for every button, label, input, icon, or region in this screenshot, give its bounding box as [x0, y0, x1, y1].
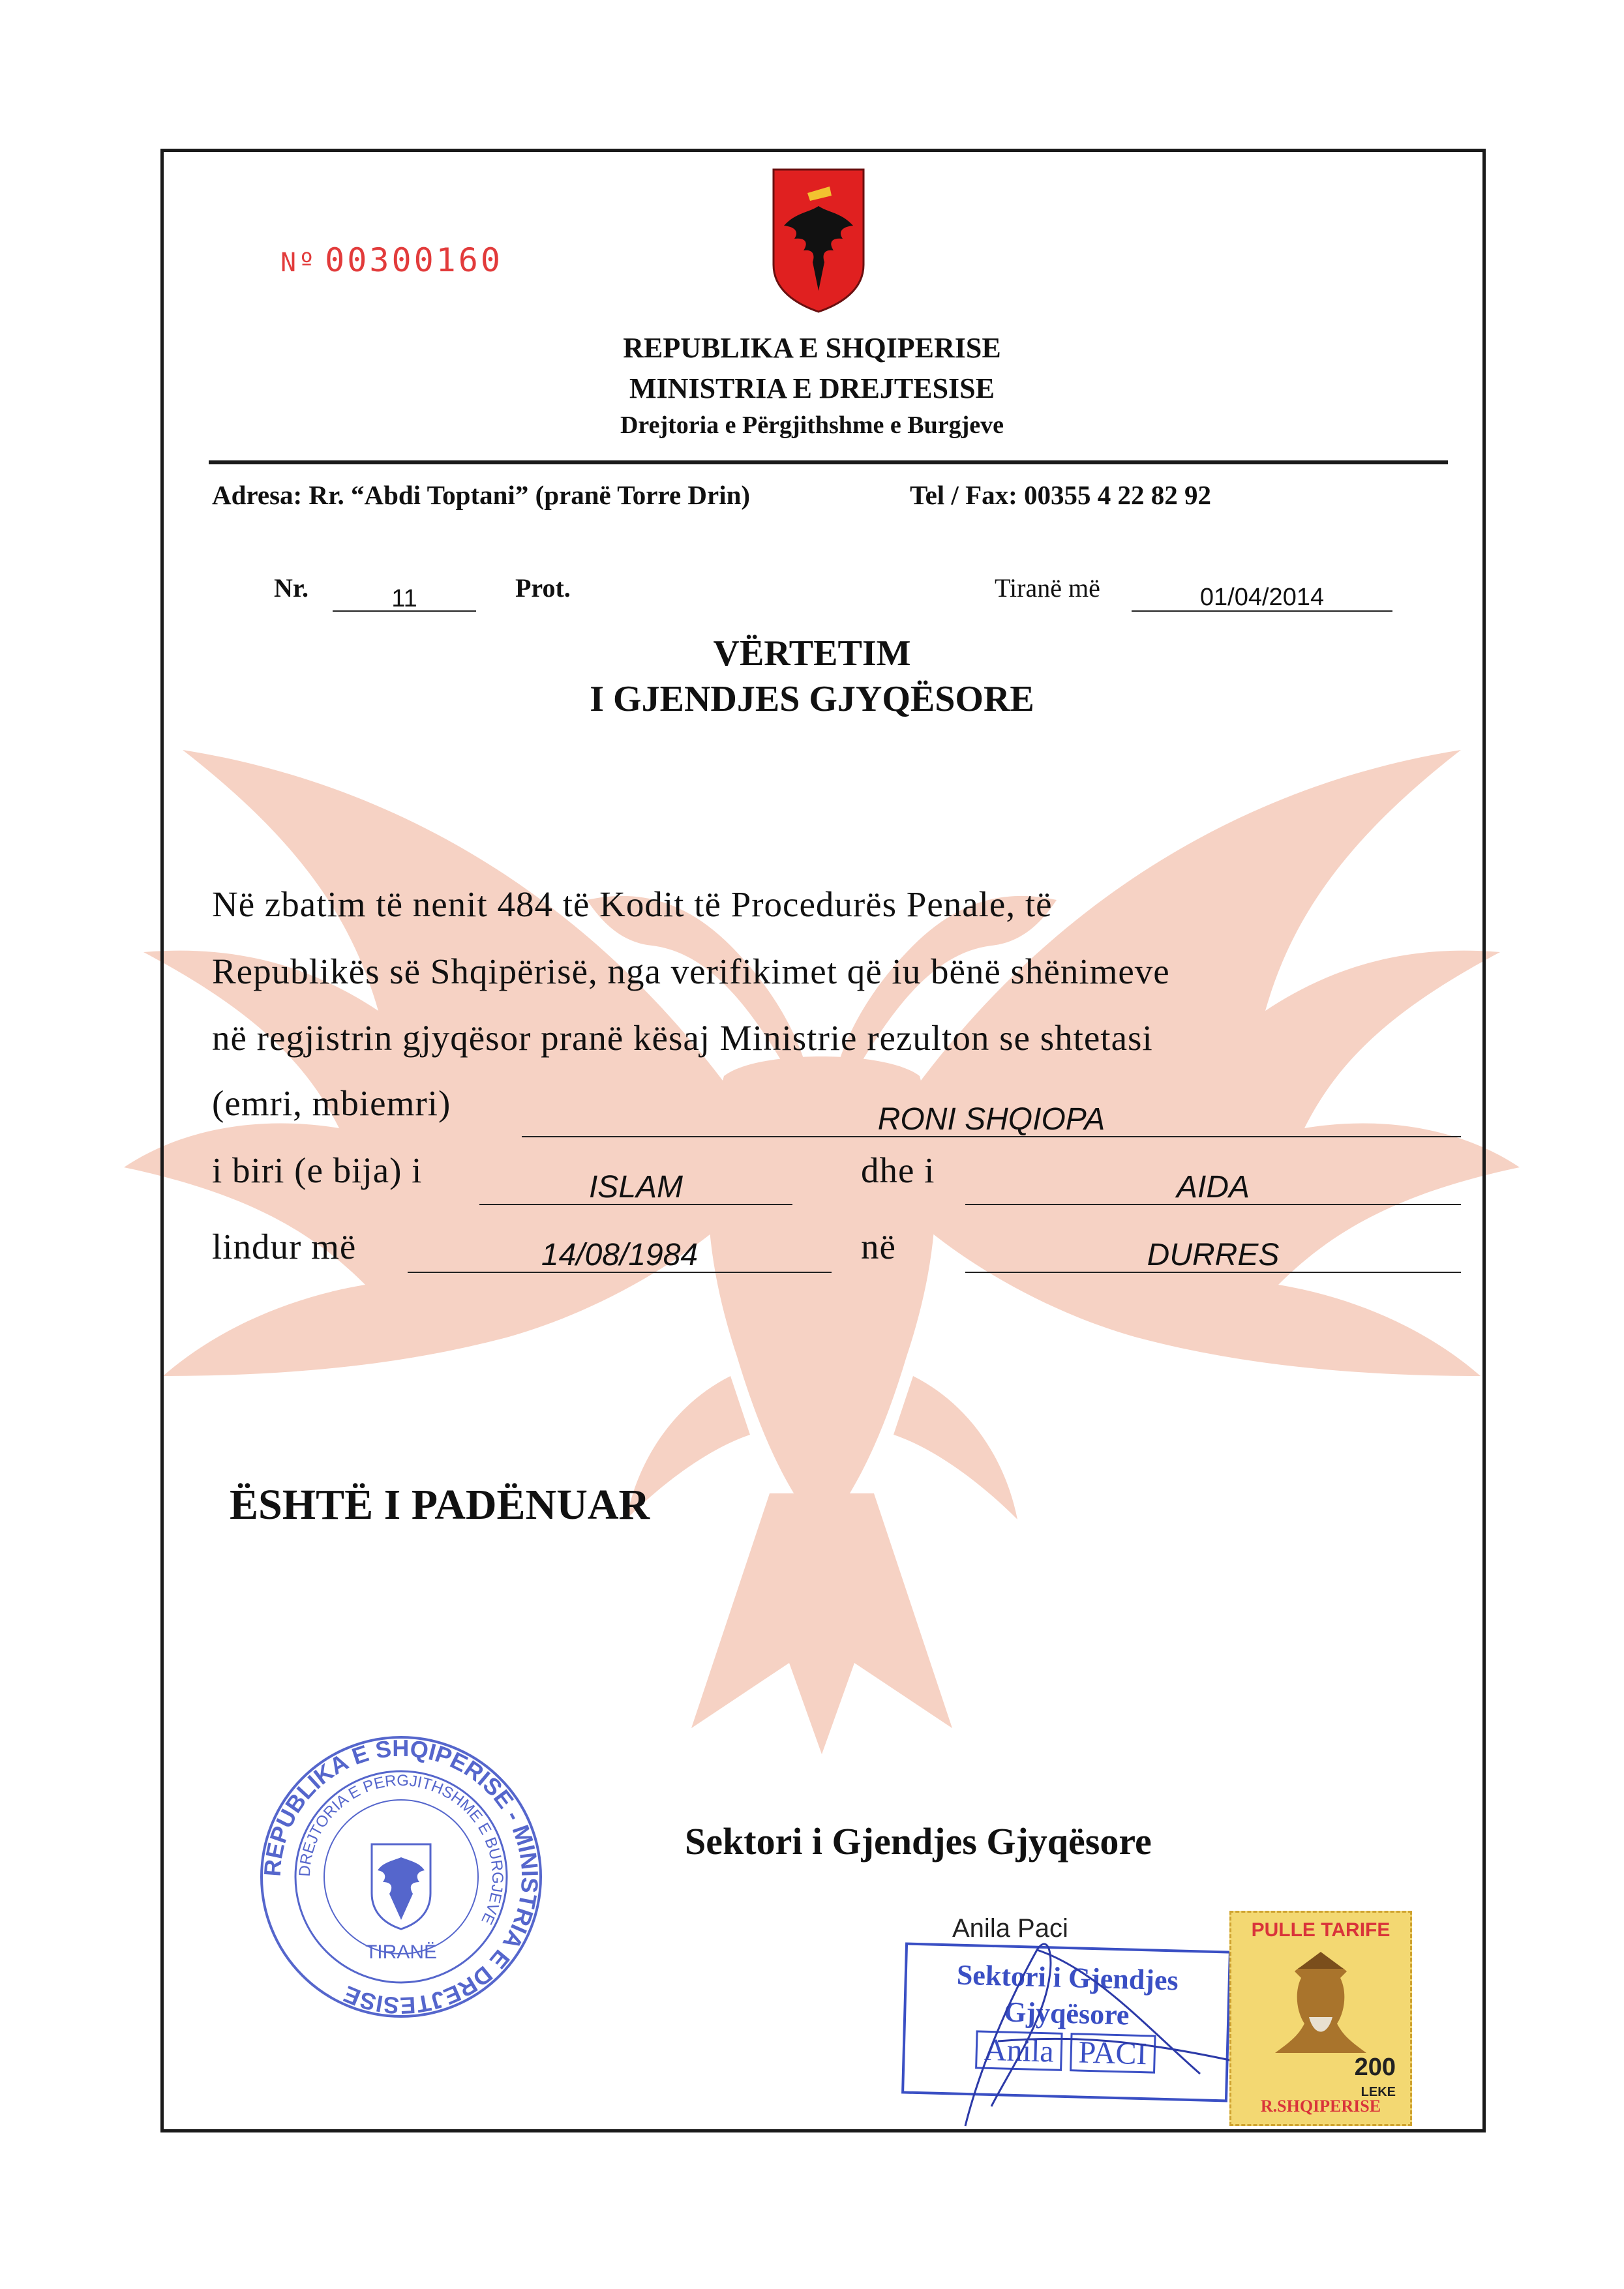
- stamp-outer-text: REPUBLIKA E SHQIPERISE - MINISTRIA E DREJTESISE: [258, 1734, 544, 2020]
- issue-date-value: 01/04/2014: [1132, 584, 1392, 612]
- body-line-3: në regjistrin gjyqësor pranë kësaj Ministrie rezulton se shtetasi: [212, 1018, 1153, 1058]
- document-title: VËRTETIM: [713, 633, 911, 674]
- stamp-inner-text: DREJTORIA E PERGJITHSHME E BURGJEVE: [295, 1771, 507, 1928]
- criminal-status: ËSHTË I PADËNUAR: [230, 1481, 650, 1529]
- mother-value: AIDA: [965, 1171, 1461, 1205]
- father-label: i biri (e bija) i: [212, 1150, 423, 1190]
- stamp-rect-name1: Anila: [975, 2030, 1062, 2071]
- birthplace-label: në: [861, 1227, 896, 1266]
- fiscal-stamp-title: PULLE TARIFE: [1251, 1919, 1391, 1941]
- nr-label: Nr.: [274, 573, 308, 603]
- portrait-icon: [1269, 1945, 1373, 2056]
- header-divider: [209, 460, 1448, 464]
- name-value: RONI SHQIOPA: [522, 1103, 1461, 1137]
- born-label: lindur më: [212, 1227, 357, 1266]
- name-label: (emri, mbiemri): [212, 1083, 451, 1123]
- official-round-stamp: [258, 1733, 545, 2020]
- header-ministry: MINISTRIA E DREJTESISE: [629, 372, 995, 404]
- stamp-rect-line1: Sektori i Gjendjes: [956, 1958, 1179, 1997]
- signature-scribble: [926, 1911, 1265, 2146]
- body-line-1: Në zbatim të nenit 484 të Kodit të Procedurës Penale, të: [212, 884, 1053, 924]
- body-line-2: Republikës së Shqipërisë, nga verifikimet që iu bënë shënimeve: [212, 951, 1170, 991]
- born-date-value: 14/08/1984: [408, 1239, 832, 1273]
- stamp-city: TIRANË: [365, 1941, 438, 1963]
- prot-label: Prot.: [515, 573, 571, 603]
- address-line: Adresa: Rr. “Abdi Toptani” (pranë Torre Drin): [212, 480, 751, 510]
- fiscal-stamp: [1229, 1911, 1412, 2126]
- stamp-rect-name2: PACI: [1070, 2033, 1156, 2073]
- place-date-label: Tiranë më: [995, 573, 1100, 603]
- father-value: ISLAM: [479, 1171, 792, 1205]
- stamp-rect-line2: Gjyqësore: [1003, 1996, 1130, 2031]
- handwritten-name: Anila Paci: [952, 1914, 1068, 1943]
- document-subtitle: I GJENDJES GJYQËSORE: [590, 679, 1034, 719]
- mother-label: dhe i: [861, 1150, 935, 1190]
- fiscal-stamp-country: R.SHQIPERISE: [1260, 2097, 1381, 2116]
- birthplace-value: DURRES: [965, 1239, 1461, 1273]
- serial-number: [280, 241, 503, 279]
- coat-of-arms-emblem: [770, 167, 867, 313]
- serial-prefix: Nº: [280, 248, 318, 278]
- fiscal-stamp-unit: LEKE: [1361, 2085, 1396, 2099]
- sector-title: Sektori i Gjendjes Gjyqësore: [685, 1820, 1152, 1863]
- fiscal-stamp-value: 200: [1354, 2054, 1396, 2081]
- serial-value: 00300160: [325, 241, 503, 279]
- nr-value: 11: [333, 587, 476, 612]
- tel-fax-line: Tel / Fax: 00355 4 22 82 92: [910, 480, 1212, 510]
- header-republic: REPUBLIKA E SHQIPERISE: [623, 332, 1001, 364]
- header-directorate: Drejtoria e Përgjithshme e Burgjeve: [620, 411, 1004, 439]
